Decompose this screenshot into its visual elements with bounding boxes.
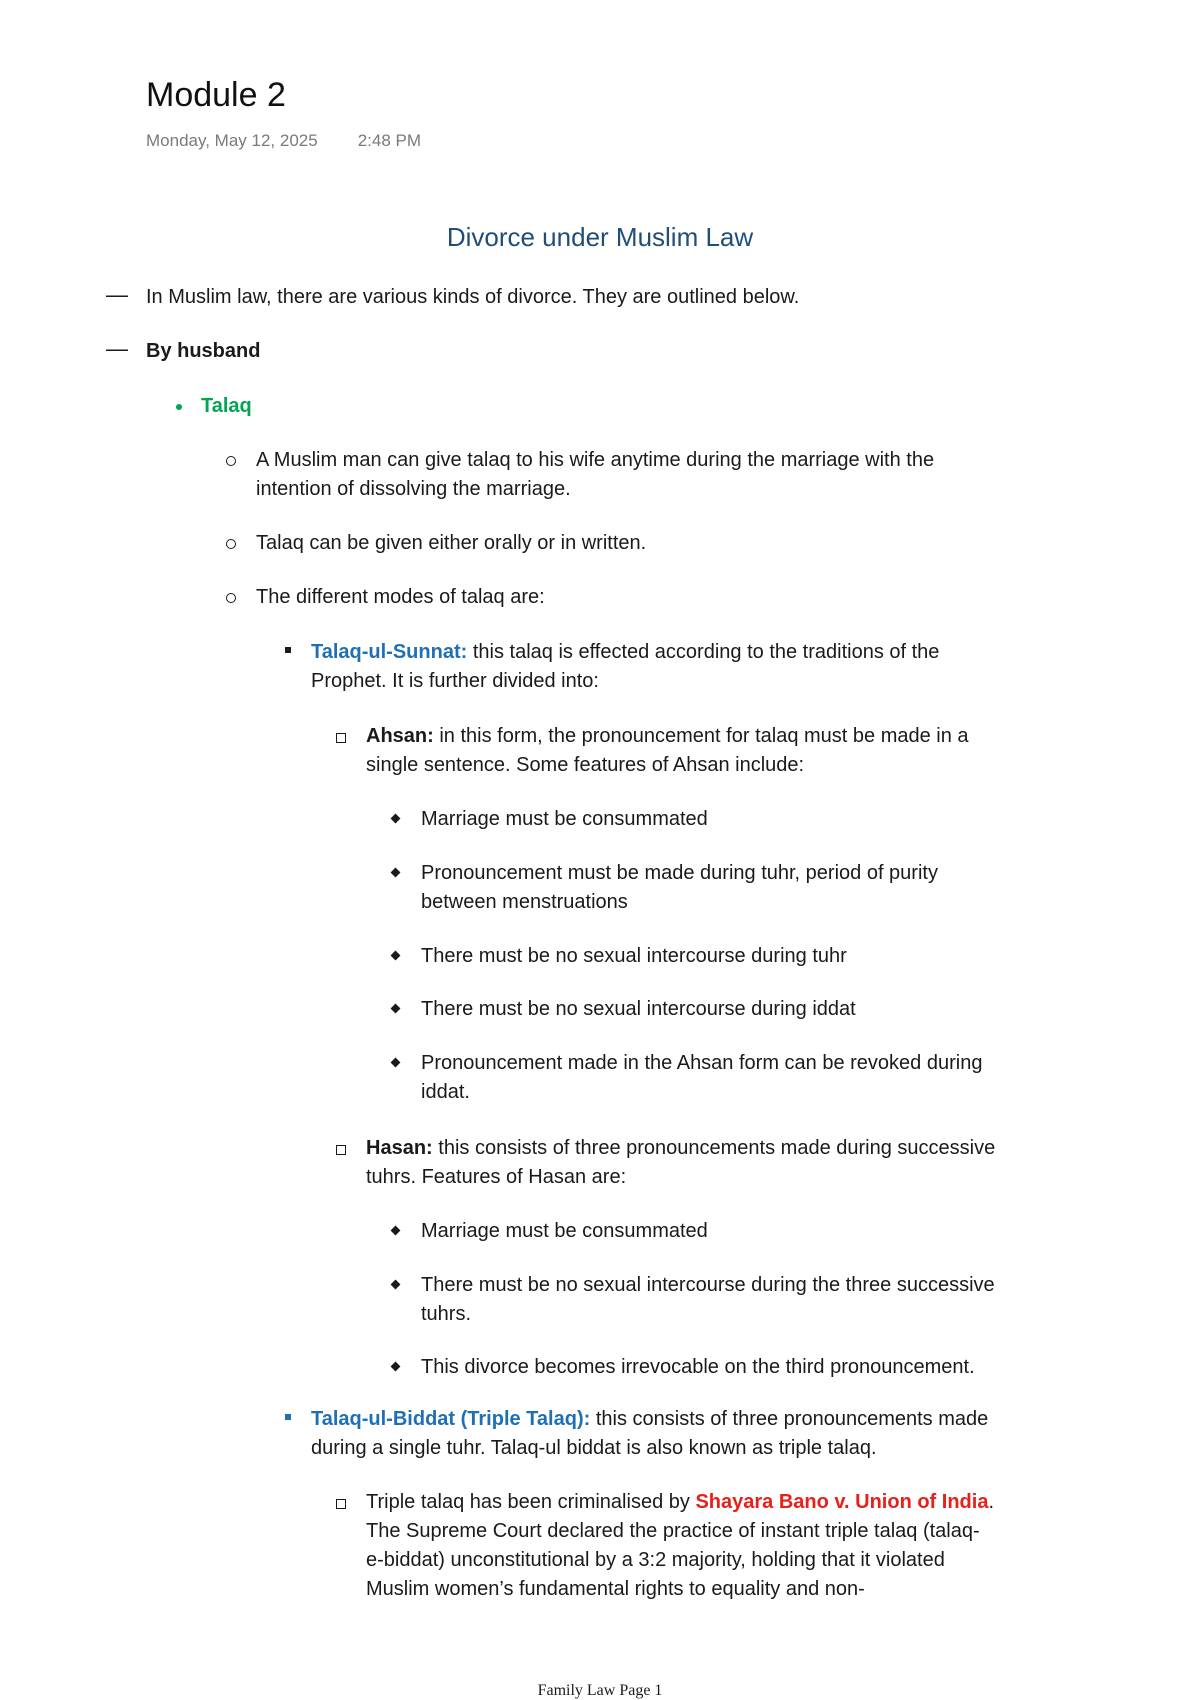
bullet-box [336, 733, 346, 743]
dash-bullet: — [106, 336, 128, 361]
bullet-circle [226, 593, 236, 603]
bullet-diamond [391, 1280, 401, 1290]
ahsan-feature-1: Marriage must be consummated [421, 808, 708, 830]
case-citation: Shayara Bano v. Union of India [695, 1491, 989, 1513]
hasan-line-1 [366, 1134, 995, 1163]
triple-talaq-line-3: e-biddat) unconstitutional by a 3:2 majority, holding that it violated [366, 1549, 945, 1571]
triple-talaq-text: Triple talaq has been criminalised by [366, 1491, 696, 1513]
bullet-circle [226, 539, 236, 549]
triple-talaq-line-1 [366, 1488, 994, 1517]
bullet-dot [176, 404, 182, 410]
page-title: Module 2 [146, 76, 286, 114]
hasan-feature-2-line-1: There must be no sexual intercourse during the three successive [421, 1274, 995, 1296]
ahsan-feature-2-line-2: between menstruations [421, 891, 628, 913]
dash-bullet: — [106, 282, 128, 307]
talaq-point-1-line-1: A Muslim man can give talaq to his wife anytime during the marriage with the [256, 449, 935, 471]
hasan-feature-2-line-2: tuhrs. [421, 1303, 472, 1325]
talaq-point-2: Talaq can be given either orally or in written. [256, 532, 647, 554]
page-date: Monday, May 12, 2025 [146, 131, 318, 150]
ahsan-label: Ahsan: [366, 725, 434, 747]
hasan-text: this consists of three pronouncements made during successive [432, 1137, 996, 1159]
triple-talaq-line-2: The Supreme Court declared the practice of instant triple talaq (talaq- [366, 1520, 980, 1542]
triple-talaq-period: . [988, 1491, 995, 1513]
by-husband-heading: By husband [146, 340, 261, 362]
ahsan-feature-5-line-1: Pronouncement made in the Ahsan form can be revoked during [421, 1052, 983, 1074]
page-footer: Family Law Page 1 [537, 1682, 663, 1699]
ahsan-feature-3: There must be no sexual intercourse during tuhr [421, 945, 847, 967]
intro-paragraph: In Muslim law, there are various kinds of divorce. They are outlined below. [146, 286, 800, 308]
bullet-diamond [391, 951, 401, 961]
bullet-diamond [391, 1362, 401, 1372]
sunnat-line-1 [311, 638, 939, 667]
ahsan-text: in this form, the pronouncement for talaq must be made in a [433, 725, 969, 747]
page-time: 2:48 PM [357, 131, 421, 150]
talaq-heading: Talaq [201, 395, 252, 417]
sunnat-text: this talaq is effected according to the traditions of the [467, 641, 940, 663]
biddat-label: Talaq-ul-Biddat (Triple Talaq): [311, 1408, 591, 1430]
sunnat-line-2: Prophet. It is further divided into: [311, 670, 599, 692]
ahsan-feature-2-line-1: Pronouncement must be made during tuhr, period of purity [421, 862, 938, 884]
hasan-feature-1: Marriage must be consummated [421, 1220, 708, 1242]
ahsan-feature-5-line-2: iddat. [421, 1081, 470, 1103]
bullet-diamond [391, 1058, 401, 1068]
sunnat-label: Talaq-ul-Sunnat: [311, 641, 468, 663]
bullet-diamond [391, 868, 401, 878]
ahsan-line-1 [366, 722, 969, 751]
bullet-box [336, 1499, 346, 1509]
bullet-circle [226, 456, 236, 466]
talaq-point-3: The different modes of talaq are: [256, 586, 545, 608]
bullet-diamond [391, 1004, 401, 1014]
biddat-line-1 [311, 1405, 988, 1434]
biddat-text: this consists of three pronouncements made [590, 1408, 989, 1430]
bullet-box [336, 1145, 346, 1155]
ahsan-feature-4: There must be no sexual intercourse during iddat [421, 998, 856, 1020]
talaq-point-1-line-2: intention of dissolving the marriage. [256, 478, 571, 500]
bullet-diamond [391, 1226, 401, 1236]
hasan-line-2: tuhrs. Features of Hasan are: [366, 1166, 627, 1188]
biddat-line-2: during a single tuhr. Talaq-ul biddat is also known as triple talaq. [311, 1437, 877, 1459]
section-heading: Divorce under Muslim Law [446, 222, 754, 252]
bullet-square [285, 647, 291, 653]
ahsan-line-2: single sentence. Some features of Ahsan include: [366, 754, 805, 776]
bullet-diamond [391, 814, 401, 824]
hasan-feature-3: This divorce becomes irrevocable on the third pronouncement. [421, 1356, 975, 1378]
bullet-square [285, 1414, 291, 1420]
page-timestamp [146, 131, 421, 151]
triple-talaq-line-4: Muslim women’s fundamental rights to equality and non- [366, 1578, 865, 1600]
hasan-label: Hasan: [366, 1137, 433, 1159]
